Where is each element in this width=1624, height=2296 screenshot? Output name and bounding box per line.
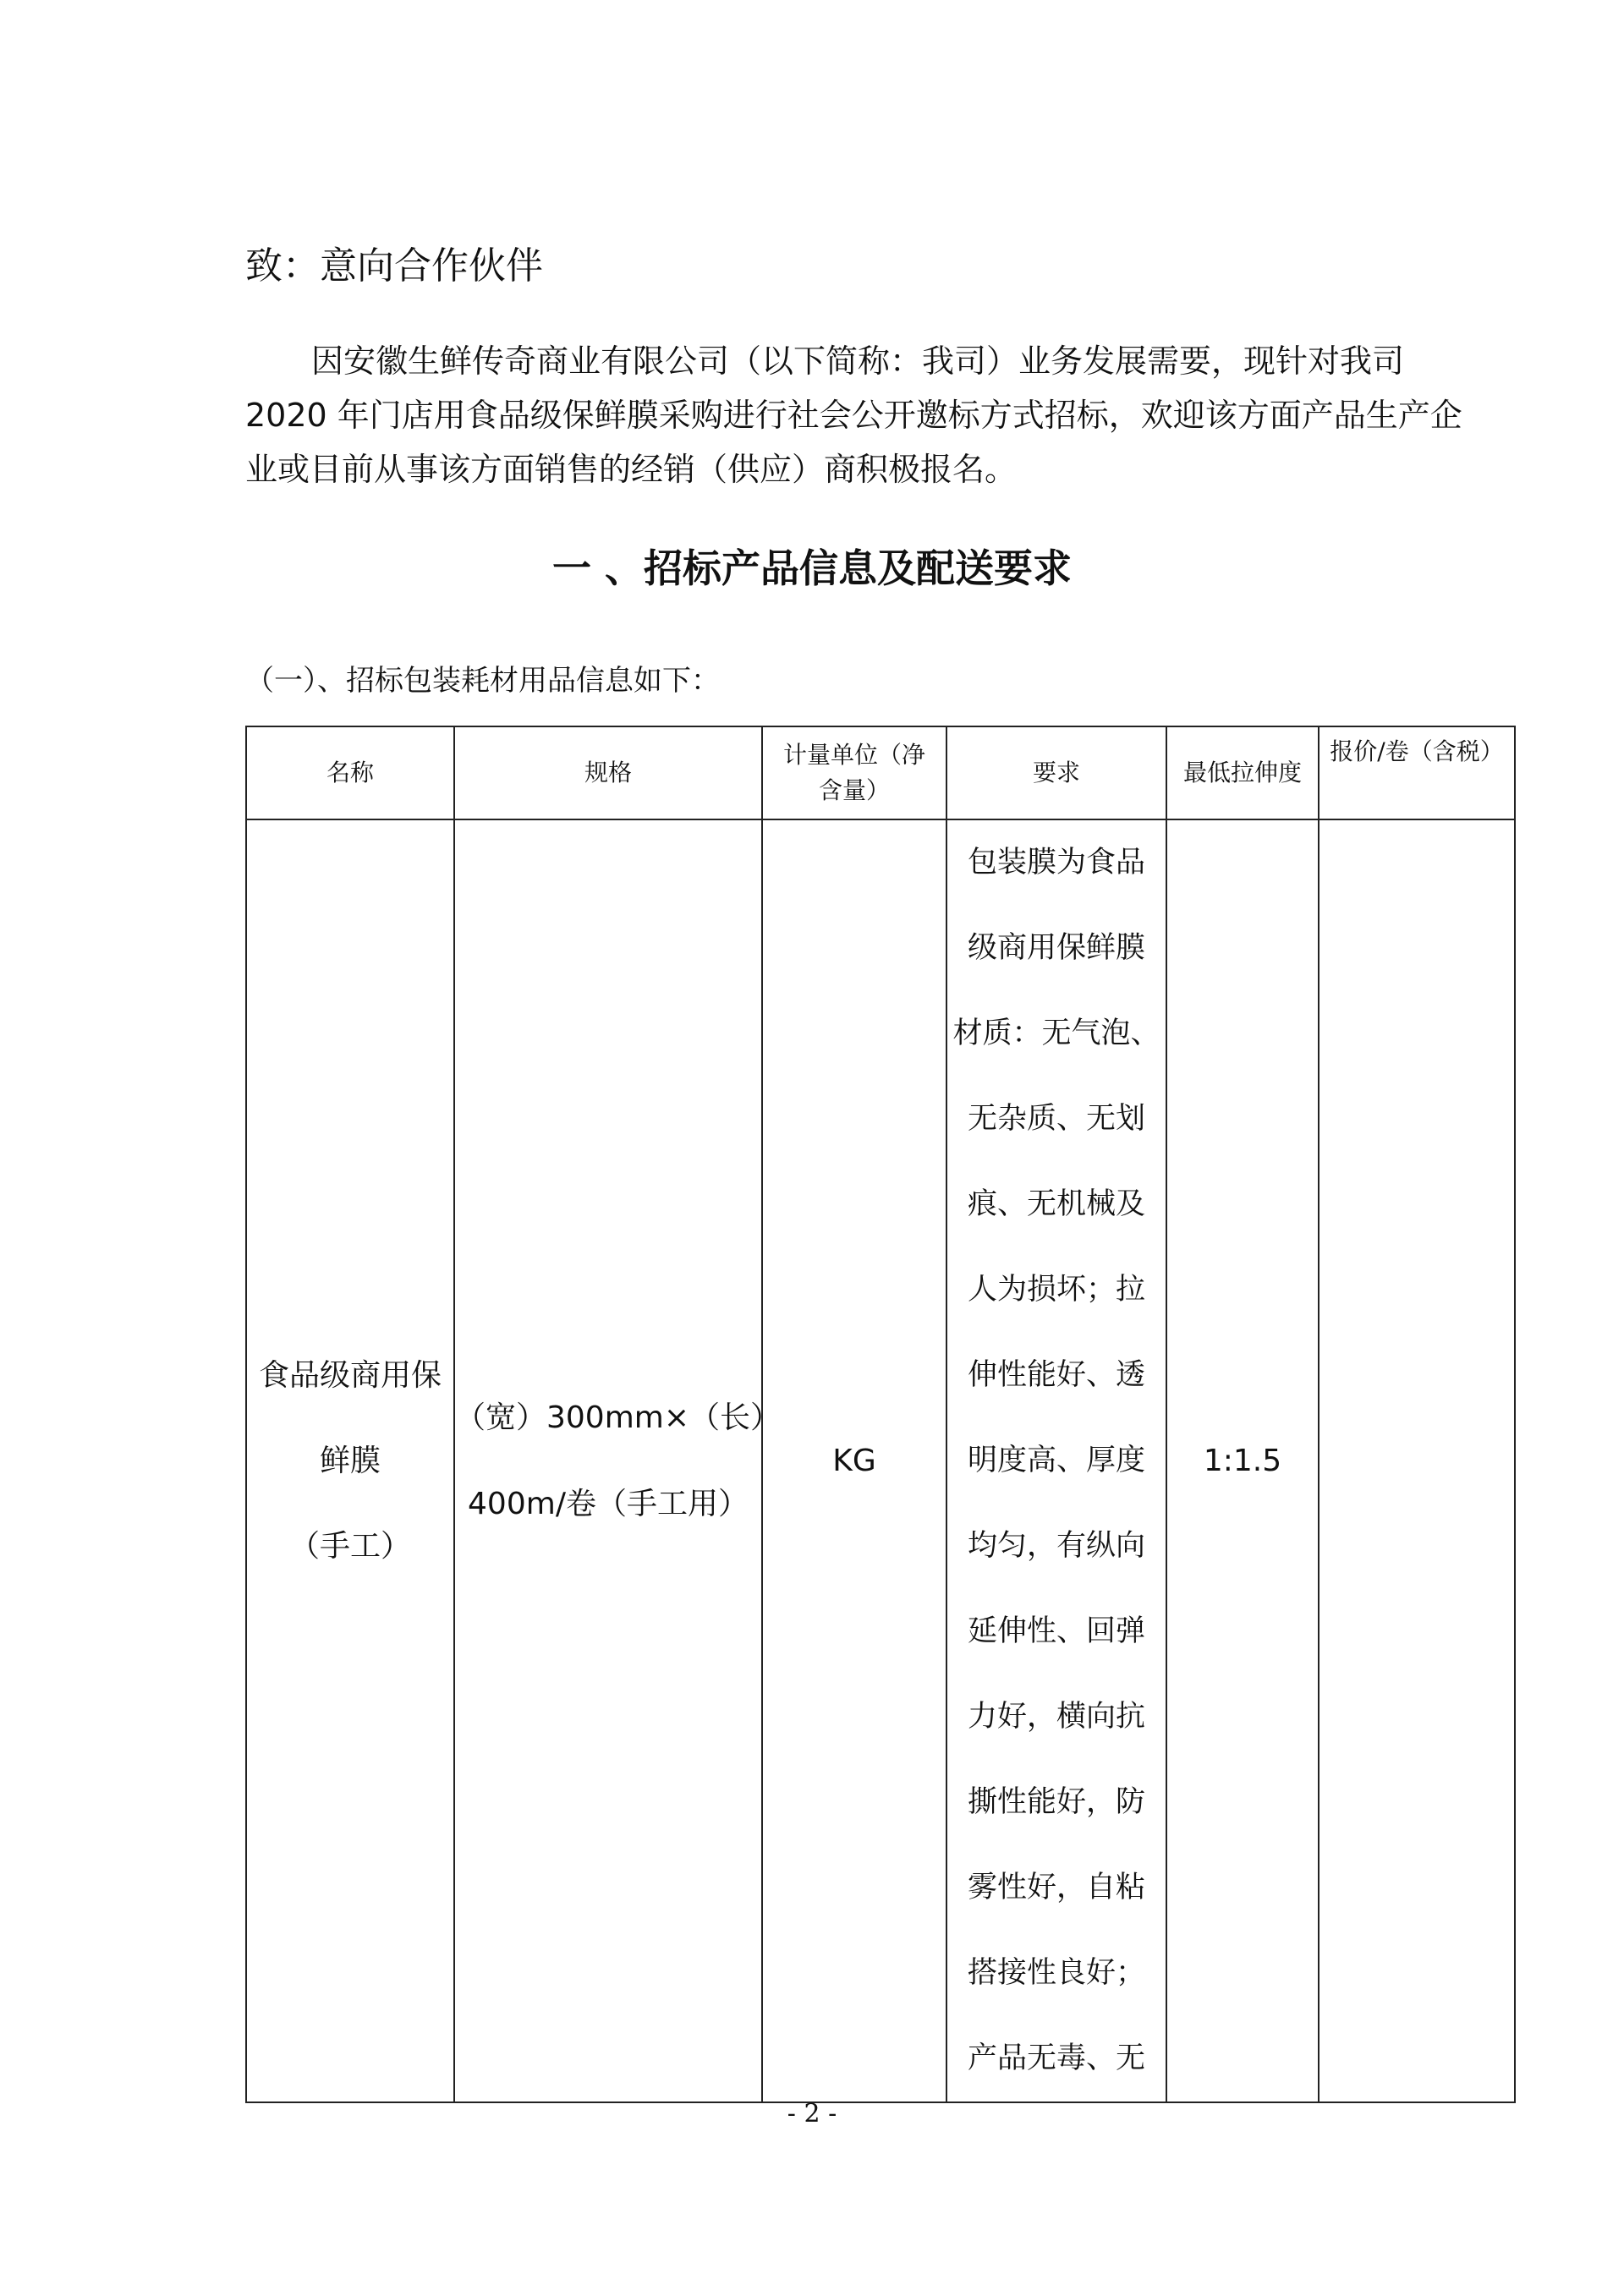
section-title: 一 、招标产品信息及配送要求 [551,545,1072,591]
requirement-line: 伸性能好、透 [967,1358,1145,1392]
cell-name [246,819,454,2102]
cell-spec-line: （宽）300mm×（长） [455,1400,782,1435]
header-spec: 规格 [454,726,762,819]
requirement-line: 搭接性良好； [967,1956,1145,1990]
requirement-line: 延伸性、回弹 [967,1614,1145,1648]
cell-spec-line: 400m/卷（手工用） [468,1486,749,1521]
requirement-line: 力好，横向抗 [967,1700,1145,1734]
requirement-line: 明度高、厚度 [967,1444,1145,1477]
header-requirement: 要求 [946,726,1166,819]
intro-line: 因安徽生鲜传奇商业有限公司（以下简称：我司）业务发展需要，现针对我司 [311,342,1405,380]
intro-line: 2020 年门店用食品级保鲜膜采购进行社会公开邀标方式招标，欢迎该方面产品生产企 [245,397,1462,434]
header-min-stretch: 最低拉伸度 [1166,726,1319,819]
header-unit-line: 计量单位（净 [782,741,925,769]
cell-name-line: （手工） [288,1529,411,1564]
header-name: 名称 [246,726,454,819]
requirement-line: 产品无毒、无 [967,2041,1145,2075]
cell-min-stretch: 1:1.5 [1166,819,1319,2102]
requirement-line: 材质：无气泡、 [952,1016,1160,1050]
requirement-line: 雾性好，自粘 [967,1871,1145,1904]
requirement-line: 人为损坏；拉 [967,1273,1145,1307]
cell-unit: KG [762,819,946,2102]
table-row [246,819,1515,2102]
header-unit [762,726,946,819]
requirement-line: 痕、无机械及 [967,1187,1145,1221]
cell-requirement [946,819,1166,2102]
requirement-line: 级商用保鲜膜 [967,931,1145,965]
page-number: - 2 - [787,2099,837,2129]
requirement-line: 撕性能好，防 [967,1785,1145,1819]
intro-paragraph [245,334,1514,496]
table-header-row [246,726,1515,819]
header-price: 报价/卷（含税） [1319,726,1515,819]
sub-title: （一）、招标包装耗材用品信息如下： [245,664,720,698]
cell-price [1319,819,1515,2102]
cell-name-line: 食品级商用保 [258,1358,442,1393]
product-spec-table [245,726,1516,2103]
salutation: 致：意向合作伙伴 [245,244,543,288]
header-unit-line: 含量） [818,776,890,804]
requirement-line: 包装膜为食品 [967,846,1145,879]
cell-spec [454,819,782,2102]
requirement-line: 无杂质、无划 [967,1102,1145,1136]
cell-name-line: 鲜膜 [319,1444,381,1478]
intro-line: 业或目前从事该方面销售的经销（供应）商积极报名。 [245,451,1018,488]
requirement-line: 均匀，有纵向 [967,1529,1145,1563]
